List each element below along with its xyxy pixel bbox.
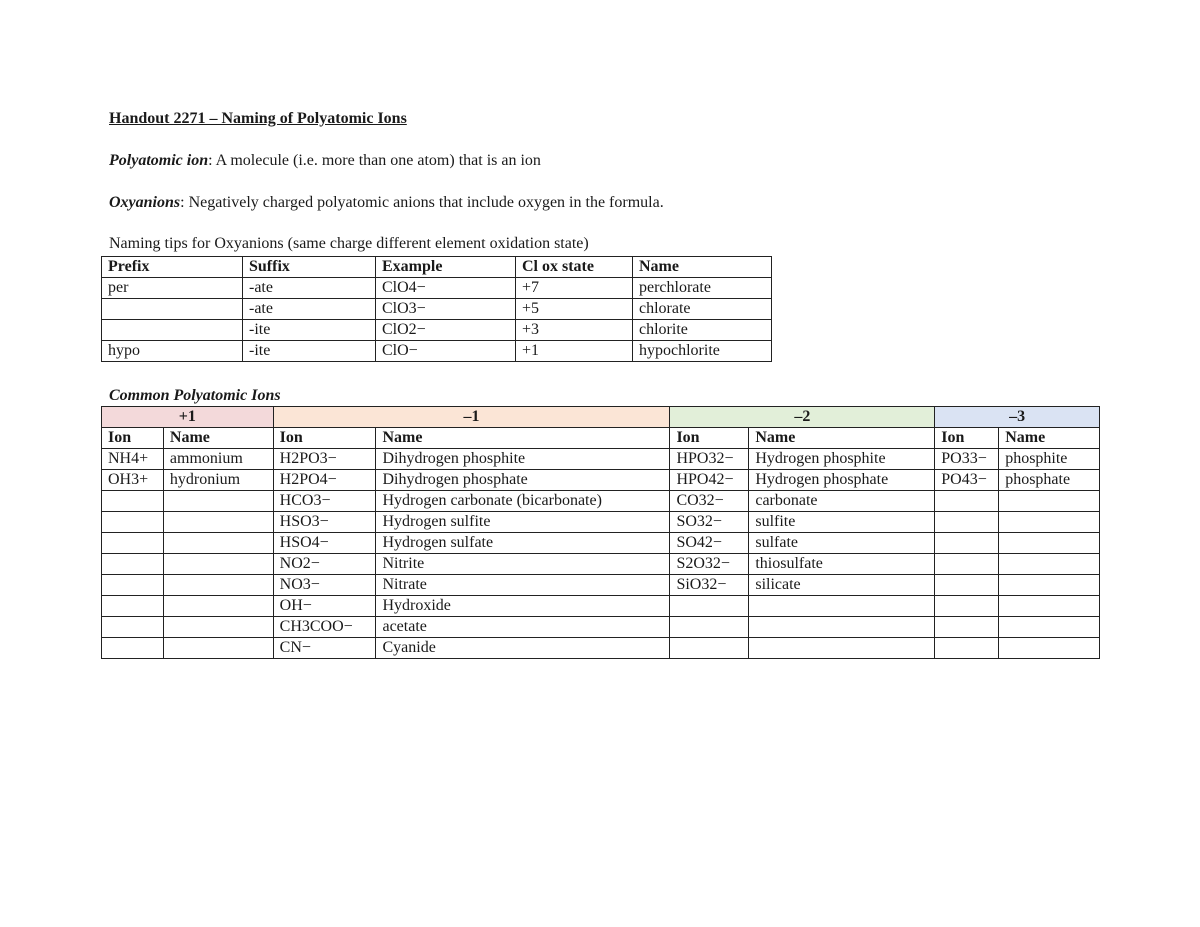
table-cell: sulfite (749, 512, 935, 533)
column-header: Name (749, 428, 935, 449)
table-cell (999, 554, 1100, 575)
table-cell: -ate (243, 299, 376, 320)
table-cell: Hydrogen sulfate (376, 533, 670, 554)
table-cell: SO32− (670, 512, 749, 533)
table-cell: hydronium (163, 470, 273, 491)
table-row (102, 596, 1100, 617)
table-cell: chlorite (633, 320, 772, 341)
table-cell (163, 596, 273, 617)
table-cell: CO32− (670, 491, 749, 512)
table-cell: ammonium (163, 449, 273, 470)
table-cell (670, 617, 749, 638)
table-row (102, 320, 772, 341)
table-cell (102, 617, 164, 638)
table-cell: NO2− (273, 554, 376, 575)
column-header: Ion (935, 428, 999, 449)
table-cell (999, 617, 1100, 638)
table-cell (935, 596, 999, 617)
table-cell (102, 320, 243, 341)
table-cell (999, 575, 1100, 596)
table-cell: +1 (516, 341, 633, 362)
table-cell: H2PO3− (273, 449, 376, 470)
table-row (102, 470, 1100, 491)
table-cell (749, 617, 935, 638)
polyatomic-ions-table (101, 406, 1100, 659)
table-cell: OH− (273, 596, 376, 617)
table-cell (102, 638, 164, 659)
table-cell: HPO42− (670, 470, 749, 491)
table-cell: Nitrate (376, 575, 670, 596)
table-cell: HCO3− (273, 491, 376, 512)
table-cell (163, 533, 273, 554)
table-cell: Hydrogen phosphite (749, 449, 935, 470)
naming-tips-table (101, 256, 772, 362)
table-cell (102, 554, 164, 575)
definition-polyatomic-ion (109, 152, 541, 170)
table-cell: SO42− (670, 533, 749, 554)
table-cell: PO43− (935, 470, 999, 491)
table-cell: PO33− (935, 449, 999, 470)
column-header: Suffix (243, 257, 376, 278)
table-cell: Dihydrogen phosphate (376, 470, 670, 491)
definition-term: Polyatomic ion (109, 152, 209, 169)
table-header-row (102, 428, 1100, 449)
table-cell: silicate (749, 575, 935, 596)
table-row (102, 533, 1100, 554)
table-cell (935, 575, 999, 596)
table-cell (670, 638, 749, 659)
table-cell: -ite (243, 320, 376, 341)
column-header: Cl ox state (516, 257, 633, 278)
table-cell (935, 617, 999, 638)
charge-group-plus1: +1 (102, 407, 274, 428)
table-cell: NH4+ (102, 449, 164, 470)
table-cell: HSO4− (273, 533, 376, 554)
column-header: Ion (102, 428, 164, 449)
table-cell (935, 638, 999, 659)
table-cell: hypo (102, 341, 243, 362)
table-cell (102, 299, 243, 320)
column-header: Name (999, 428, 1100, 449)
table-cell (102, 512, 164, 533)
table-cell (102, 533, 164, 554)
charge-group-minus3: –3 (935, 407, 1100, 428)
charge-group-minus2: –2 (670, 407, 935, 428)
table-cell: carbonate (749, 491, 935, 512)
table-cell (163, 575, 273, 596)
table-cell: Nitrite (376, 554, 670, 575)
column-header: Name (163, 428, 273, 449)
table-cell: Hydroxide (376, 596, 670, 617)
table-cell: phosphate (999, 470, 1100, 491)
definition-text: : A molecule (i.e. more than one atom) that is an ion (208, 152, 541, 169)
charge-group-row (102, 407, 1100, 428)
table-cell: S2O32− (670, 554, 749, 575)
table-cell (935, 512, 999, 533)
table-cell (999, 491, 1100, 512)
table-cell (935, 533, 999, 554)
table-header-row (102, 257, 772, 278)
table-cell: thiosulfate (749, 554, 935, 575)
table-cell (999, 512, 1100, 533)
table-cell (999, 533, 1100, 554)
table-cell: ClO2− (376, 320, 516, 341)
table-row (102, 575, 1100, 596)
column-header: Ion (670, 428, 749, 449)
table-cell: phosphite (999, 449, 1100, 470)
table-cell (749, 638, 935, 659)
table-cell: CH3COO− (273, 617, 376, 638)
table-cell (163, 617, 273, 638)
table-cell: ClO− (376, 341, 516, 362)
table-cell (163, 491, 273, 512)
table-row (102, 554, 1100, 575)
ions-table-caption: Common Polyatomic Ions (109, 387, 281, 404)
table-cell: per (102, 278, 243, 299)
tips-table-caption: Naming tips for Oxyanions (same charge different element oxidation state) (109, 235, 589, 252)
table-cell (163, 512, 273, 533)
table-cell: SiO32− (670, 575, 749, 596)
table-cell: ClO3− (376, 299, 516, 320)
table-cell: HPO32− (670, 449, 749, 470)
table-cell (935, 554, 999, 575)
column-header: Ion (273, 428, 376, 449)
table-cell: Cyanide (376, 638, 670, 659)
table-cell: +5 (516, 299, 633, 320)
table-row (102, 278, 772, 299)
charge-group-minus1: –1 (273, 407, 670, 428)
table-cell: -ate (243, 278, 376, 299)
column-header: Prefix (102, 257, 243, 278)
table-cell: Hydrogen carbonate (bicarbonate) (376, 491, 670, 512)
table-row (102, 491, 1100, 512)
table-cell: chlorate (633, 299, 772, 320)
table-cell: acetate (376, 617, 670, 638)
table-row (102, 449, 1100, 470)
table-cell (163, 554, 273, 575)
table-cell (749, 596, 935, 617)
table-cell (102, 491, 164, 512)
column-header: Name (376, 428, 670, 449)
table-cell (935, 491, 999, 512)
table-row (102, 638, 1100, 659)
table-cell (999, 638, 1100, 659)
definition-term: Oxyanions (109, 194, 181, 211)
table-cell: +3 (516, 320, 633, 341)
table-cell (102, 575, 164, 596)
table-cell: perchlorate (633, 278, 772, 299)
table-row (102, 341, 772, 362)
column-header: Example (376, 257, 516, 278)
table-row (102, 299, 772, 320)
table-cell: +7 (516, 278, 633, 299)
table-cell: OH3+ (102, 470, 164, 491)
table-cell: Hydrogen sulfite (376, 512, 670, 533)
table-cell: sulfate (749, 533, 935, 554)
table-cell: ClO4− (376, 278, 516, 299)
table-cell (163, 638, 273, 659)
table-cell: CN− (273, 638, 376, 659)
table-row (102, 512, 1100, 533)
table-cell: NO3− (273, 575, 376, 596)
table-cell (999, 596, 1100, 617)
table-cell: HSO3− (273, 512, 376, 533)
page-title: Handout 2271 – Naming of Polyatomic Ions (109, 110, 407, 127)
table-cell: hypochlorite (633, 341, 772, 362)
table-cell (102, 596, 164, 617)
table-cell: Dihydrogen phosphite (376, 449, 670, 470)
table-cell: Hydrogen phosphate (749, 470, 935, 491)
definition-text: : Negatively charged polyatomic anions that include oxygen in the formula. (180, 194, 664, 211)
table-cell: -ite (243, 341, 376, 362)
table-row (102, 617, 1100, 638)
table-cell (670, 596, 749, 617)
definition-oxyanions (109, 194, 664, 212)
table-cell: H2PO4− (273, 470, 376, 491)
column-header: Name (633, 257, 772, 278)
